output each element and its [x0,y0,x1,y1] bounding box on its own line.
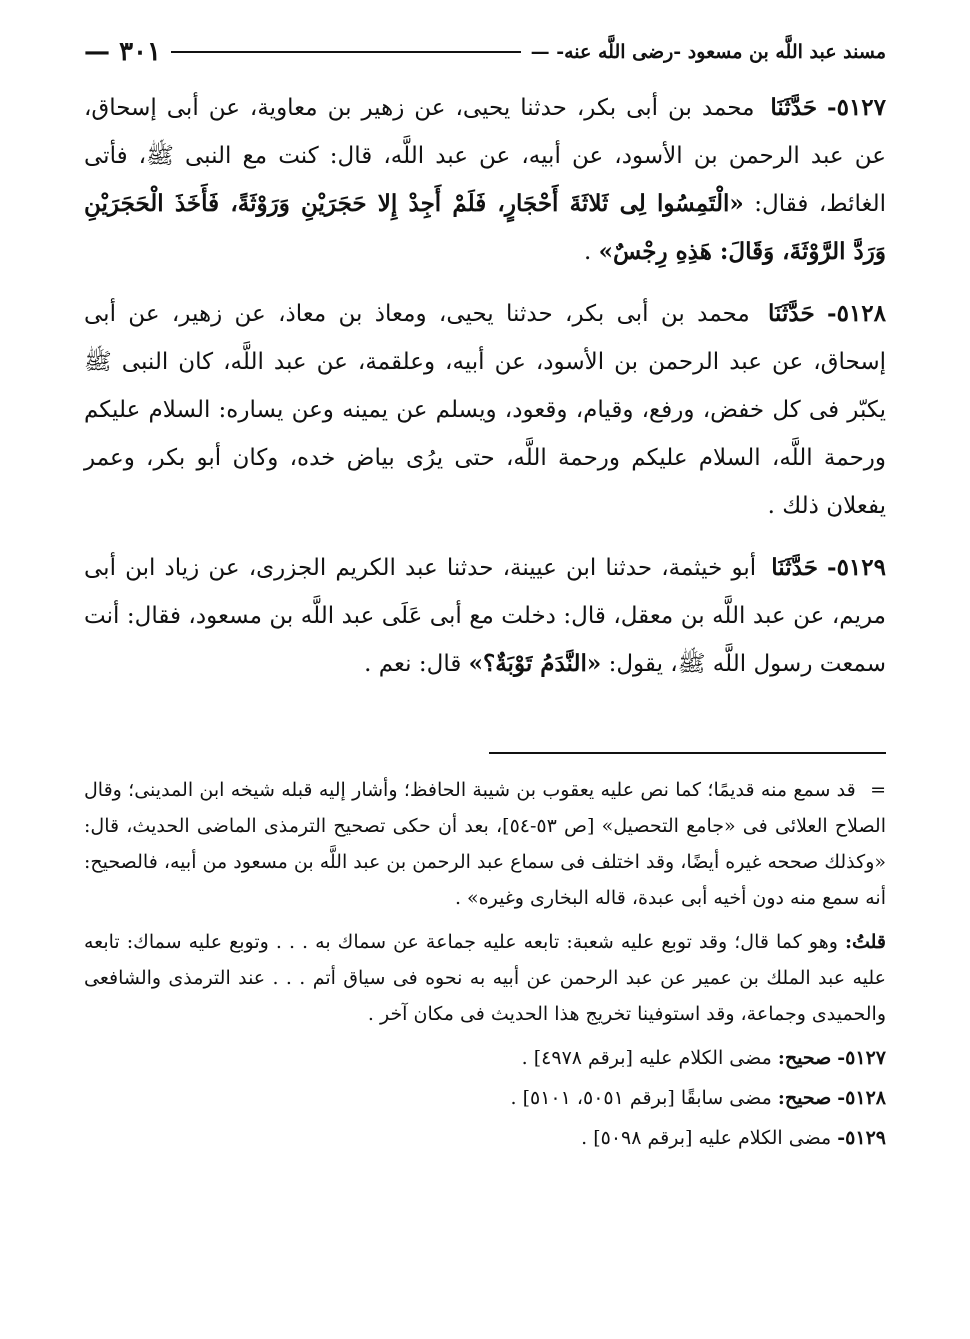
hadith-5127 [84,84,886,276]
continuation-text: قد سمع منه قديمًا؛ كما نص عليه يعقوب بن شيبة الحافظ؛ وأشار إليه قبله شيخه ابن المدينى؛ وقال الصلاح العلائى فى «جامع التحصيل» [ص ٥٣-٥٤]، بعد أن حكى تصحيح الترمذى الماضى الحديث، قال: «وكذلك صححه غيره أيضًا، وقد اختلف فى سماع عبد الرحمن بن عبد اللَّه بن مسعود من أبيه، فالصحيح: أنه سمع منه دون أخيه أبى عبدة، قاله البخارى وغيره» . [84,779,886,909]
hadith-number: ٥١٢٩- [827,554,886,581]
qultu-label: قلتُ: [844,931,886,953]
hadith-5128 [84,290,886,530]
continuation-mark: = [870,779,887,801]
takhrij-5129 [84,1120,886,1156]
page-header [84,34,886,70]
takhrij-number: ٥١٢٩- [837,1127,886,1149]
takhrij-text: مضى الكلام عليه [برقم ٤٩٧٨] . [521,1047,772,1069]
takhrij-5128 [84,1080,886,1116]
hadith-5129 [84,544,886,688]
takhrij-text: مضى سابقًا [برقم ٥٠٥١، ٥١٠١] . [510,1087,772,1109]
hadith-tail: قال: نعم . [364,651,462,677]
takhrij-text: مضى الكلام عليه [برقم ٥٠٩٨] . [581,1127,832,1149]
takhrij-number: ٥١٢٧- [837,1047,886,1069]
footnote-qultu [84,924,886,1032]
hadith-body: أبو خيثمة، حدثنا ابن عيينة، حدثنا عبد الكريم الجزرى، عن زياد ابن أبى مريم، عن عبد اللَّه بن معقل، قال: دخلت مع أبى عَلَى عبد اللَّه بن مسعود، فقال: أنت سمعت رسول اللَّه ﷺ، يقول: [84,555,886,677]
hadith-body: محمد بن أبى بكر، حدثنا يحيى، عن زهير بن معاوية، عن أبى إسحاق، عن عبد الرحمن بن الأسود، عن أبيه، عن عبد اللَّه، قال: كنت مع النبى ﷺ، فأتى الغائط، فقال: [84,95,886,217]
running-title: مسند عبد اللَّه بن مسعود -رضى اللَّه عنه- — [531,41,886,63]
hadith-number: ٥١٢٨- [827,300,887,327]
footnote-continuation [84,772,886,916]
hadith-quote: «النَّدَمُ تَوْبَةٌ؟» [468,650,602,677]
hadith-text [84,84,886,702]
footnote-divider [489,752,886,754]
page-number: — ٣٠١ [84,37,161,67]
takhrij-grade: صحيح: [777,1047,832,1069]
hadith-tail: . [583,239,592,265]
hadith-quote: «الْتَمِسُوا لِى ثَلاثَةَ أَحْجَارٍ، فَلَمْ أَجِدْ إِلا حَجَرَيْنِ وَرَوْثَةً، فَأَخَذَ الْحَجَرَيْنِ وَرَدَّ الرَّوْثَةَ، وَقَالَ: هَذِهِ رِجْسٌ» [84,190,886,265]
haddathana-label: حَدَّثَنَا [771,554,818,581]
hadith-number: ٥١٢٧- [827,94,887,121]
takhrij-5127 [84,1040,886,1076]
footnotes [84,772,886,1156]
takhrij-grade: صحيح: [777,1087,832,1109]
takhrij-number: ٥١٢٨- [837,1087,886,1109]
header-rule [171,51,521,53]
qultu-text: وهو كما قال؛ وقد توبع عليه شعبة: تابعه عليه جماعة عن سماك به . . . وتوبع عليه سماك: تابعه عليه عبد الملك بن عمير عن عبد الرحمن عن أبيه به نحوه فى سياق أتم . . . عند الترمذى والشافعى والحميدى وجماعة، وقد استوفينا تخريج هذا الحديث فى مكان آخر . [84,931,886,1025]
haddathana-label: حَدَّثَنَا [770,94,818,121]
haddathana-label: حَدَّثَنَا [768,300,815,327]
hadith-body: محمد بن أبى بكر، حدثنا يحيى، ومعاذ بن معاذ، عن زهير، عن أبى إسحاق، عن عبد الرحمن بن الأسود، عن أبيه، وعلقمة، عن عبد اللَّه، كان النبى ﷺ يكبّر فى كل خفض، ورفع، وقيام، وقعود، ويسلم عن يمينه وعن يساره: السلام عليكم ورحمة اللَّه، السلام عليكم ورحمة اللَّه، حتى يرُى بياض خده، وكان أبو بكر، وعمر يفعلان ذلك . [84,301,886,519]
